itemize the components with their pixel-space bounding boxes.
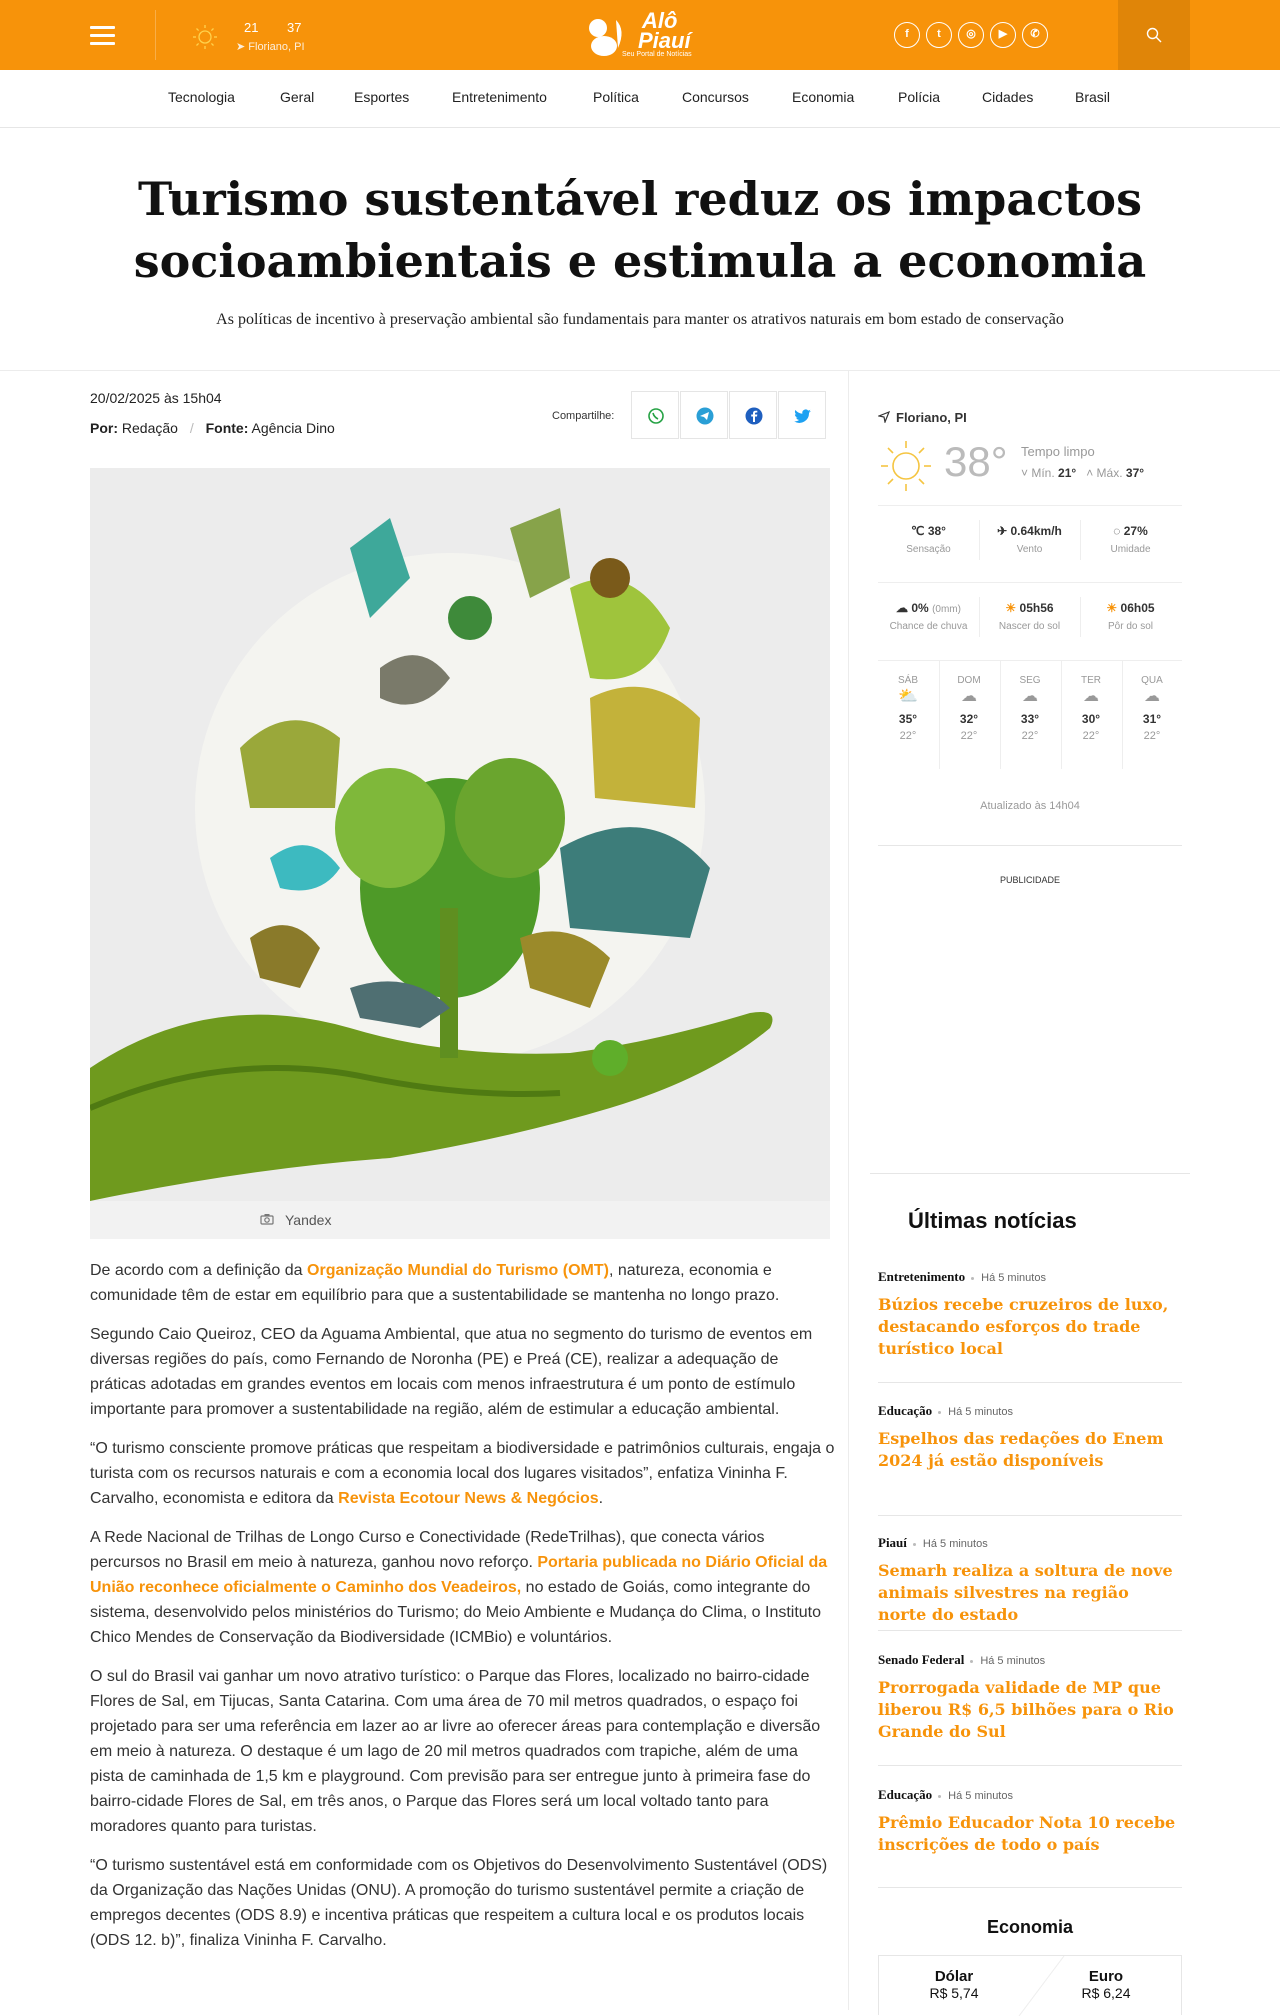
economy-widget: [878, 1955, 1182, 2015]
news-time: Há 5 minutos: [981, 1272, 1046, 1284]
facebook-icon[interactable]: f: [894, 22, 920, 48]
news-item[interactable]: [878, 1766, 1182, 1888]
source-label: Fonte:: [205, 420, 249, 436]
chuva-mm: (0mm): [932, 604, 961, 615]
umidade-value: 27%: [1123, 524, 1148, 538]
source-name: Agência Dino: [251, 420, 335, 436]
article-title-line1: Turismo sustentável reduz os impactos: [138, 172, 1142, 226]
euro-label: Euro: [1088, 1968, 1124, 1985]
text: De acordo com a definição da: [90, 1262, 308, 1279]
sun-icon: [878, 438, 934, 494]
news-item[interactable]: [878, 1516, 1182, 1631]
top-bar: [0, 0, 1280, 70]
sensacao-label: Sensação: [906, 544, 951, 555]
social-links: [894, 22, 1054, 48]
forecast-lo: 22°: [960, 730, 978, 742]
forecast-day-name: QUA: [1141, 675, 1163, 686]
weather-location-text: Floriano, PI: [896, 410, 967, 425]
euro-quote: [1031, 1968, 1181, 2001]
sun-icon: [192, 24, 218, 50]
news-item[interactable]: [878, 1631, 1182, 1766]
whatsapp-icon: [647, 407, 665, 425]
weather-desc: Tempo limpo: [1021, 444, 1095, 459]
dolar-quote: [879, 1968, 1029, 2001]
image-credit: Yandex: [285, 1212, 332, 1228]
paragraph: [90, 1525, 835, 1650]
byline-label: Por:: [90, 420, 118, 436]
site-logo[interactable]: [582, 6, 702, 62]
link-portaria[interactable]: Portaria publicada no Diário Oficial da União reconhece oficialmente o Caminho dos Veadeiros,: [90, 1554, 828, 1596]
weather-forecast: [878, 660, 1182, 784]
article-title-line2: socioambientais e estimula a economia: [133, 234, 1147, 288]
ecology-illustration: [90, 468, 830, 1201]
news-title[interactable]: Espelhos das redações do Enem 2024 já estão disponíveis: [878, 1429, 1164, 1470]
search-icon: [1146, 27, 1162, 43]
text: “O turismo consciente promove práticas que respeitam a biodiversidade e patrimônios culturais, engaja o turista com os recursos naturais e com a economia local dos lugares visitados”, enfatiza Vininha F. Carvalho, economista e editora da: [90, 1440, 835, 1507]
sun-cloud-icon: ⛅: [898, 688, 918, 705]
forecast-lo: 22°: [1021, 730, 1039, 742]
min-value: 21°: [1058, 466, 1077, 480]
mini-weather-location: ➤ Floriano, PI: [236, 41, 305, 53]
rain-cloud-icon: ☁: [961, 688, 977, 705]
search-button[interactable]: [1118, 0, 1190, 70]
news-category: Educação: [878, 1787, 933, 1802]
nav-item-politica[interactable]: Política: [593, 89, 639, 105]
nav-item-policia[interactable]: Polícia: [898, 89, 941, 105]
article-meta: [90, 390, 335, 436]
news-category: Educação: [878, 1403, 933, 1418]
paragraph: O sul do Brasil vai ganhar um novo atrativo turístico: o Parque das Flores, localizado no bairro-cidade Flores de Sal, em Tijucas, Santa Catarina. Com uma área de 70 mil metros quadrados, o espaço foi projetado para ser uma referência em lazer ao ar livre ao oferecer áreas para contemplação e diversão em meio à natureza. O destaque é um lago de 20 mil metros quadrados com trapiche, além de uma pista de caminhada de 1,5 km e playground. Com previsão para ser entregue junto à primeira fase do bairro-cidade Flores de Sal, em três anos, o Parque das Flores será um local voltado tanto para moradores quanto para turistas.: [90, 1668, 821, 1835]
mini-weather-min: 21: [244, 20, 259, 35]
ad-label: PUBLICIDADE: [999, 875, 1061, 885]
instagram-icon[interactable]: ◎: [958, 22, 984, 48]
facebook-icon: [745, 407, 763, 425]
article-date: 20/02/2025 às 15h04: [90, 390, 222, 406]
category-nav: [0, 70, 1280, 128]
telegram-icon: [696, 407, 714, 425]
paragraph: [90, 1436, 835, 1511]
navigation-icon: [878, 411, 890, 423]
paragraph: [90, 1258, 835, 1308]
weather-por: ☀ 06h05 Pôr do sol: [1080, 601, 1181, 632]
min-label: Mín.: [1031, 466, 1055, 480]
forecast-day-name: DOM: [957, 675, 981, 686]
weather-details-row2: [878, 582, 1182, 658]
article-image[interactable]: [90, 468, 830, 1201]
forecast-day: [939, 675, 999, 742]
text: , natureza, economia e comunidade têm de estar em equilíbrio para que a sustentabilidade se mantenha no longo prazo.: [90, 1262, 780, 1304]
news-item[interactable]: [878, 1402, 1182, 1516]
logo-tagline: Seu Portal de Notícias: [622, 51, 692, 58]
logo-line2: Piauí: [638, 28, 691, 53]
paragraph: “O turismo sustentável está em conformidade com os Objetivos do Desenvolvimento Sustentável (ODS) da Organização das Nações Unidas (ONU). A promoção do turismo sustentável permite a criação de empregos decentes (ODS 8.9) e incentiva práticas que respeitem a cultura local e os produtos locais (ODS 12. b)”, finaliza Vininha F. Carvalho.: [90, 1857, 828, 1949]
weather-sensacao: ℃ 38° Sensação: [878, 524, 979, 555]
share-twitter-button[interactable]: [778, 391, 826, 439]
latest-news-title: Últimas notícias: [908, 1208, 1077, 1233]
weather-vento: ✈ 0.64km/h Vento: [979, 524, 1080, 555]
rain-cloud-icon: ☁: [1144, 688, 1160, 705]
news-time: Há 5 minutos: [922, 1538, 988, 1550]
economy-title: Economia: [986, 1917, 1074, 1937]
forecast-day-name: SÁB: [897, 675, 918, 686]
news-item[interactable]: [878, 1268, 1182, 1383]
weather-details-row1: [878, 505, 1182, 581]
dolar-label: Dólar: [934, 1968, 974, 1985]
umidade-label: Umidade: [1110, 544, 1151, 555]
whatsapp-icon[interactable]: ✆: [1022, 22, 1048, 48]
column-divider: [848, 370, 849, 2010]
chuva-value: 0%: [911, 601, 929, 615]
divider: [870, 1173, 1190, 1174]
share-telegram-button[interactable]: [680, 391, 728, 439]
text: .: [598, 1490, 604, 1507]
article-byline: Por: Redação / Fonte: Agência Dino: [90, 420, 335, 436]
sensacao-value: 38°: [927, 524, 946, 538]
nav-item-entretenimento[interactable]: Entretenimento: [452, 89, 547, 105]
twitter-icon[interactable]: t: [926, 22, 952, 48]
news-title[interactable]: Búzios recebe cruzeiros de luxo, destacando esforços do trade turístico local: [878, 1295, 1169, 1358]
news-category: Piauí: [878, 1535, 907, 1550]
weather-updated: Atualizado às 14h04: [980, 800, 1080, 812]
news-time: Há 5 minutos: [948, 1790, 1013, 1802]
link-revista-ecotour[interactable]: Revista Ecotour News & Negócios: [338, 1490, 599, 1507]
forecast-lo: 22°: [1082, 730, 1100, 742]
news-title[interactable]: Semarh realiza a soltura de nove animais silvestres na região norte do estado: [878, 1561, 1173, 1624]
logo-line1: Alô: [642, 8, 678, 33]
byline-author: Redação: [121, 420, 178, 436]
forecast-hi: 32°: [959, 712, 979, 726]
nav-item-geral[interactable]: Geral: [280, 89, 315, 105]
share-facebook-button[interactable]: [729, 391, 777, 439]
max-label: Máx.: [1096, 466, 1123, 480]
news-title[interactable]: Prêmio Educador Nota 10 recebe inscrições de todo o país: [878, 1813, 1176, 1854]
text: no estado de Goiás, como integrante do sistema, desenvolvido pelos ministérios do Turismo; do Meio Ambiente e Mudança do Clima, o Instituto Chico Mendes de Conservação da Biodiversidade (ICMBio) e voluntários.: [90, 1579, 822, 1646]
weather-chuva: ☁ 0% (0mm) Chance de chuva: [878, 601, 979, 632]
news-category: Senado Federal: [878, 1652, 965, 1667]
weather-location: [878, 410, 967, 425]
nav-item-brasil[interactable]: Brasil: [1075, 89, 1111, 105]
text: A Rede Nacional de Trilhas de Longo Curso e Conectividade (RedeTrilhas), que conecta vários percursos no Brasil em meio à natureza, ganhou novo reforço.: [90, 1529, 765, 1571]
por-label: Pôr do sol: [1107, 621, 1154, 632]
divider: [878, 845, 1182, 846]
nascer-value: 05h56: [1019, 601, 1054, 615]
dolar-value: R$ 5,74: [929, 1985, 979, 2001]
nav-item-cidades[interactable]: Cidades: [982, 89, 1034, 105]
nascer-label: Nascer do sol: [998, 621, 1061, 632]
image-caption: [90, 1201, 830, 1239]
divider: [155, 10, 156, 60]
forecast-lo: 22°: [1143, 730, 1161, 742]
weather-temp: 38°: [944, 438, 1008, 485]
forecast-hi: 31°: [1142, 712, 1162, 726]
mini-weather-location-text: Floriano, PI: [248, 41, 305, 53]
article-title: [0, 168, 1280, 292]
nav-item-economia[interactable]: Economia: [792, 89, 855, 105]
nav-item-tecnologia[interactable]: Tecnologia: [168, 89, 235, 105]
chuva-label: Chance de chuva: [889, 621, 968, 632]
max-value: 37°: [1125, 466, 1145, 480]
forecast-day: [1000, 675, 1060, 742]
forecast-day: [878, 675, 938, 742]
link-omt[interactable]: Organização Mundial do Turismo (OMT): [307, 1262, 609, 1279]
hamburger-icon[interactable]: [90, 26, 115, 45]
news-time: Há 5 minutos: [980, 1655, 1046, 1667]
vento-value: 0.64km/h: [1010, 524, 1062, 538]
nav-item-esportes[interactable]: Esportes: [354, 89, 410, 105]
twitter-icon: [794, 407, 812, 425]
divider: [0, 370, 1280, 371]
mini-weather-max: 37: [287, 20, 302, 35]
news-category: Entretenimento: [878, 1269, 966, 1284]
news-title[interactable]: Prorrogada validade de MP que liberou R$ 6,5 bilhões para o Rio Grande do Sul: [878, 1678, 1174, 1741]
weather-umidade: ◌ 27% Umidade: [1080, 524, 1181, 555]
weather-nascer: ☀ 05h56 Nascer do sol: [979, 601, 1080, 632]
por-value: 06h05: [1120, 601, 1155, 615]
youtube-icon[interactable]: ▶: [990, 22, 1016, 48]
weather-minmax: ˅ Mín. 21° ˄ Máx. 37°: [1021, 466, 1145, 480]
rain-cloud-icon: ☁: [1022, 688, 1038, 705]
share-whatsapp-button[interactable]: [631, 391, 679, 439]
news-time: Há 5 minutos: [948, 1406, 1013, 1418]
article-subtitle: As políticas de incentivo à preservação ambiental são fundamentais para manter os atrativos naturais em bom estado de conservação: [216, 311, 1064, 328]
forecast-hi: 30°: [1081, 712, 1101, 726]
article-body: [90, 1258, 835, 1967]
rain-cloud-icon: ☁: [1083, 688, 1099, 705]
euro-value: R$ 6,24: [1081, 1985, 1131, 2001]
share-label: Compartilhe:: [552, 410, 615, 422]
paragraph: Segundo Caio Queiroz, CEO da Aguama Ambiental, que atua no segmento do turismo de eventos em diversas regiões do país, como Fernando de Noronha (PE) e Preá (CE), realizar a adequação de práticas adotadas em grandes eventos em locais com menos infraestrutura é um ponto de estímulo importante para promover a sustentabilidade na região, além de estimular a educação ambiental.: [90, 1326, 813, 1418]
forecast-day: [1122, 675, 1182, 742]
nav-item-concursos[interactable]: Concursos: [682, 89, 749, 105]
forecast-day-name: SEG: [1019, 675, 1041, 686]
forecast-day: [1061, 675, 1121, 742]
forecast-hi: 35°: [898, 712, 918, 726]
forecast-lo: 22°: [899, 730, 917, 742]
vento-label: Vento: [1016, 544, 1043, 555]
camera-icon: [260, 1213, 274, 1225]
forecast-day-name: TER: [1081, 675, 1101, 686]
forecast-hi: 33°: [1020, 712, 1040, 726]
